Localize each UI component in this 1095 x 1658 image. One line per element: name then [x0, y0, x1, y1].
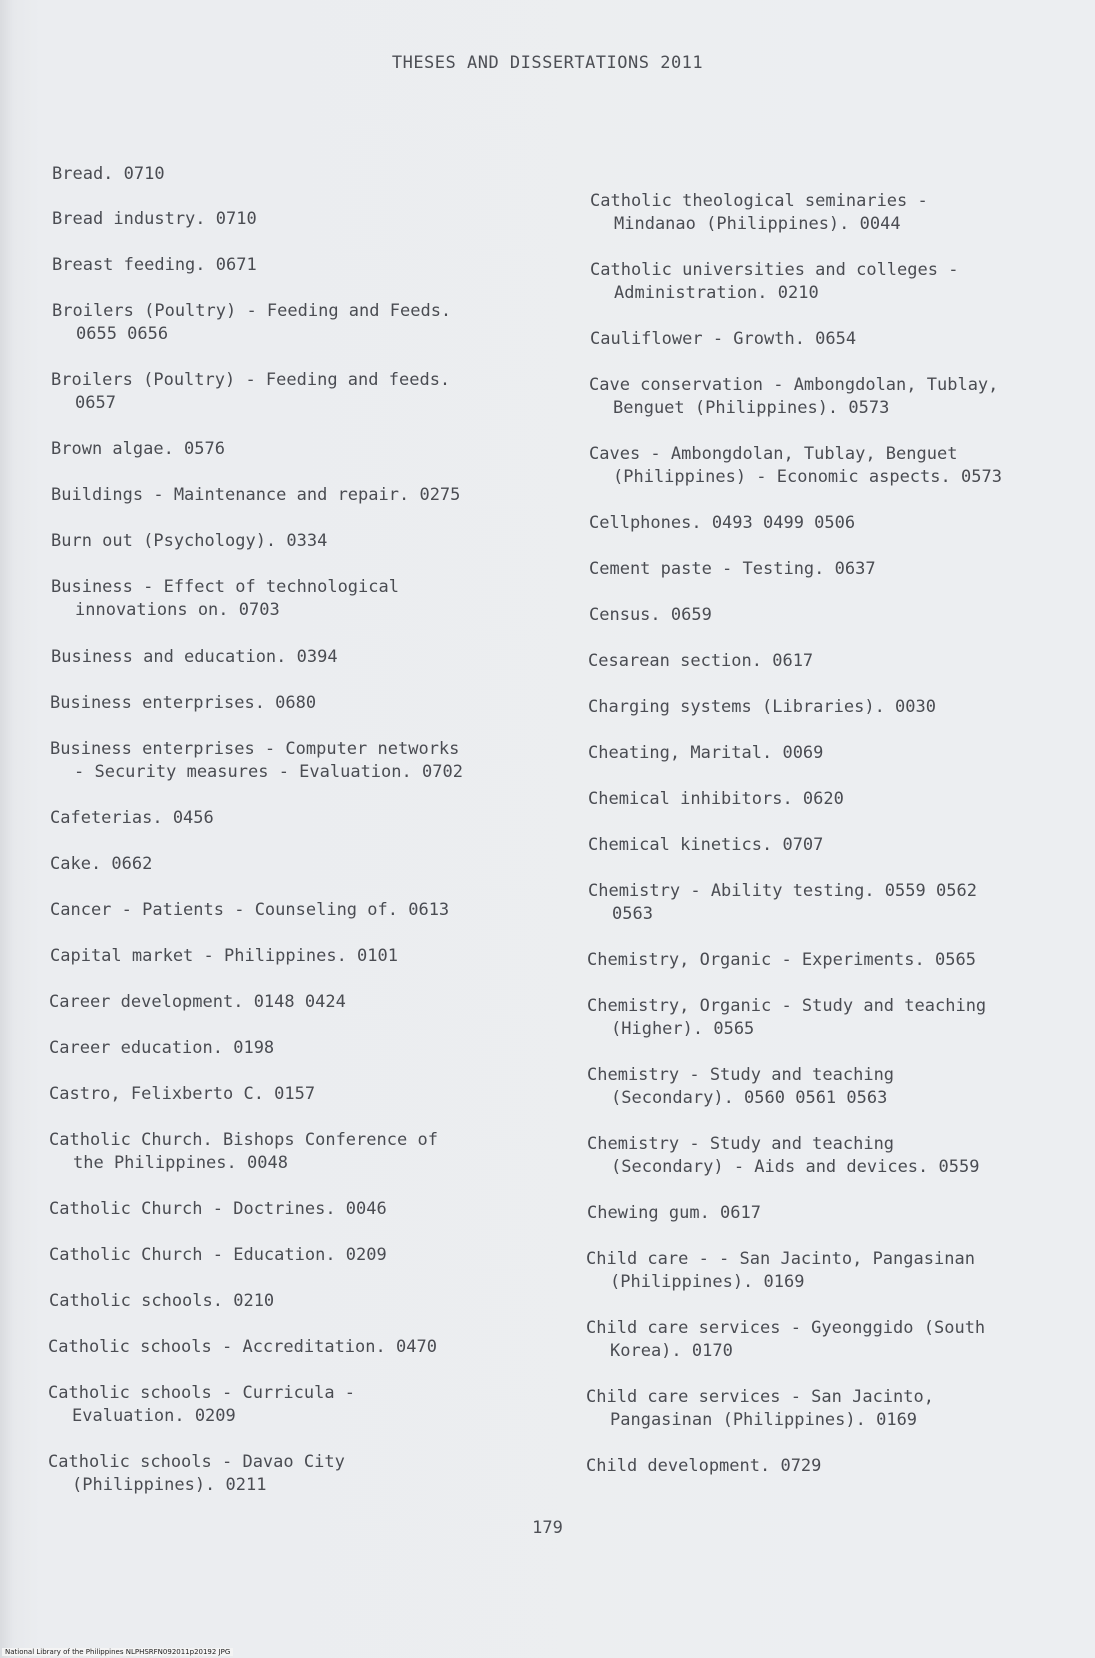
entry-heading-line: Catholic Church. Bishops Conference of — [49, 1130, 438, 1150]
index-entry — [587, 995, 1082, 1041]
index-entry — [50, 692, 550, 715]
entry-heading-line: Broilers (Poultry) - Feeding and feeds. — [51, 370, 451, 390]
entry-heading-line: Cake. 0662 — [50, 854, 153, 874]
entry-heading-line: Bread. 0710 — [52, 164, 165, 184]
scan-stamp: National Library of the Philippines NLPHSRFN092011p20192 JPG — [2, 1648, 233, 1656]
index-entry — [50, 807, 550, 830]
index-entry — [590, 328, 1085, 351]
index-entry — [51, 646, 551, 669]
entry-heading-line: Broilers (Poultry) - Feeding and Feeds. — [52, 301, 452, 321]
entry-heading-line: Buildings - Maintenance and repair. 0275 — [51, 485, 461, 505]
entry-heading-line: Cauliflower - Growth. 0654 — [590, 329, 857, 349]
index-entry — [586, 1317, 1081, 1363]
entry-heading-line: Catholic Church - Education. 0209 — [49, 1245, 387, 1265]
entry-heading-line: Cancer - Patients - Counseling of. 0613 — [50, 900, 450, 920]
index-entry — [51, 576, 551, 622]
entry-heading-line: Chemical kinetics. 0707 — [588, 835, 824, 855]
index-entry — [587, 1064, 1082, 1110]
entry-heading-line: Cement paste - Testing. 0637 — [589, 559, 876, 579]
index-entry — [590, 259, 1085, 305]
entry-heading-line: Cellphones. 0493 0499 0506 — [589, 513, 856, 533]
entry-continuation-line: Benguet (Philippines). 0573 — [613, 398, 890, 418]
entry-heading-line: Child care services - Gyeonggido (South — [586, 1318, 986, 1338]
entry-continuation-line: - Security measures - Evaluation. 0702 — [74, 762, 463, 782]
entry-heading-line: Catholic schools - Curricula - — [48, 1383, 356, 1403]
index-entry — [49, 1290, 549, 1313]
entry-heading-line: Chemistry, Organic - Study and teaching — [587, 996, 987, 1016]
entry-continuation-line: the Philippines. 0048 — [73, 1153, 288, 1173]
entry-heading-line: Cave conservation - Ambongdolan, Tublay, — [589, 375, 999, 395]
index-entry — [52, 208, 552, 231]
index-entry — [49, 1083, 549, 1106]
index-entry — [51, 530, 551, 553]
entry-continuation-line: Evaluation. 0209 — [72, 1406, 236, 1426]
index-entry — [588, 834, 1083, 857]
entry-continuation-line: Pangasinan (Philippines). 0169 — [610, 1410, 918, 1430]
index-entry — [48, 1451, 548, 1497]
index-entry — [588, 880, 1083, 926]
index-entry — [49, 1198, 549, 1221]
index-entry — [589, 604, 1084, 627]
entry-heading-line: Capital market - Philippines. 0101 — [50, 946, 398, 966]
entry-heading-line: Catholic schools - Accreditation. 0470 — [48, 1337, 437, 1357]
index-entry — [589, 374, 1084, 420]
entry-heading-line: Caves - Ambongdolan, Tublay, Benguet — [589, 444, 958, 464]
entry-heading-line: Brown algae. 0576 — [51, 439, 225, 459]
index-entry — [50, 945, 550, 968]
index-entry — [50, 899, 550, 922]
entry-continuation-line: (Higher). 0565 — [611, 1019, 755, 1039]
index-entry — [51, 438, 551, 461]
entry-heading-line: Breast feeding. 0671 — [52, 255, 257, 275]
entry-heading-line: Castro, Felixberto C. 0157 — [49, 1084, 316, 1104]
entry-heading-line: Child care - - San Jacinto, Pangasinan — [586, 1249, 975, 1269]
entry-continuation-line: 0655 0656 — [76, 324, 169, 344]
index-entry — [48, 1382, 548, 1428]
index-entry — [588, 650, 1083, 673]
entry-heading-line: Census. 0659 — [589, 605, 712, 625]
index-entry — [50, 853, 550, 876]
entry-heading-line: Chemistry - Ability testing. 0559 0562 — [588, 881, 977, 901]
index-entry — [48, 1336, 548, 1359]
entry-continuation-line: (Secondary) - Aids and devices. 0559 — [611, 1157, 980, 1177]
entry-heading-line: Business and education. 0394 — [51, 647, 338, 667]
entry-heading-line: Chemistry, Organic - Experiments. 0565 — [587, 950, 976, 970]
index-entry — [586, 1386, 1081, 1432]
index-entry — [49, 1129, 549, 1175]
entry-heading-line: Catholic schools - Davao City — [48, 1452, 345, 1472]
entry-heading-line: Chemistry - Study and teaching — [587, 1134, 895, 1154]
index-entry — [586, 1248, 1081, 1294]
entry-heading-line: Chemistry - Study and teaching — [587, 1065, 895, 1085]
index-entry — [51, 369, 551, 415]
index-entry — [50, 738, 550, 784]
entry-continuation-line: Korea). 0170 — [610, 1341, 733, 1361]
index-entry — [52, 163, 552, 186]
index-entry — [589, 443, 1084, 489]
entry-heading-line: Career development. 0148 0424 — [49, 992, 346, 1012]
entry-heading-line: Burn out (Psychology). 0334 — [51, 531, 328, 551]
index-entry — [589, 558, 1084, 581]
entry-heading-line: Cheating, Marital. 0069 — [588, 743, 824, 763]
entry-continuation-line: (Secondary). 0560 0561 0563 — [611, 1088, 888, 1108]
entry-continuation-line: 0563 — [612, 904, 653, 924]
entry-continuation-line: 0657 — [75, 393, 116, 413]
index-entry — [49, 1037, 549, 1060]
entry-heading-line: Child care services - San Jacinto, — [586, 1387, 934, 1407]
index-entry — [49, 1244, 549, 1267]
entry-heading-line: Chewing gum. 0617 — [587, 1203, 761, 1223]
index-entry — [587, 1202, 1082, 1225]
entry-heading-line: Business enterprises. 0680 — [50, 693, 317, 713]
entry-continuation-line: (Philippines). 0211 — [72, 1475, 267, 1495]
index-entry — [588, 696, 1083, 719]
entry-heading-line: Cafeterias. 0456 — [50, 808, 214, 828]
entry-heading-line: Cesarean section. 0617 — [588, 651, 814, 671]
index-entry — [586, 1455, 1081, 1478]
index-entry — [52, 300, 552, 346]
index-entry — [587, 949, 1082, 972]
index-entry — [49, 991, 549, 1014]
index-entry — [587, 1133, 1082, 1179]
entry-heading-line: Catholic schools. 0210 — [49, 1291, 275, 1311]
entry-continuation-line: innovations on. 0703 — [75, 600, 280, 620]
entry-heading-line: Bread industry. 0710 — [52, 209, 257, 229]
entry-continuation-line: (Philippines) - Economic aspects. 0573 — [613, 467, 1002, 487]
index-entry — [52, 254, 552, 277]
entry-heading-line: Career education. 0198 — [49, 1038, 275, 1058]
entry-continuation-line: Administration. 0210 — [614, 283, 819, 303]
index-entry — [589, 512, 1084, 535]
entry-heading-line: Charging systems (Libraries). 0030 — [588, 697, 936, 717]
entry-heading-line: Business enterprises - Computer networks — [50, 739, 460, 759]
index-entry — [51, 484, 551, 507]
index-entry — [588, 742, 1083, 765]
entry-heading-line: Catholic universities and colleges - — [590, 260, 959, 280]
entry-heading-line: Child development. 0729 — [586, 1456, 822, 1476]
entry-continuation-line: (Philippines). 0169 — [610, 1272, 805, 1292]
page-number: 179 — [532, 1518, 563, 1538]
index-entry — [590, 190, 1085, 236]
entry-heading-line: Catholic Church - Doctrines. 0046 — [49, 1199, 387, 1219]
page-header-title: THESES AND DISSERTATIONS 2011 — [391, 53, 704, 73]
entry-continuation-line: Mindanao (Philippines). 0044 — [614, 214, 901, 234]
entry-heading-line: Chemical inhibitors. 0620 — [588, 789, 844, 809]
entry-heading-line: Business - Effect of technological — [51, 577, 399, 597]
entry-heading-line: Catholic theological seminaries - — [590, 191, 928, 211]
index-entry — [588, 788, 1083, 811]
